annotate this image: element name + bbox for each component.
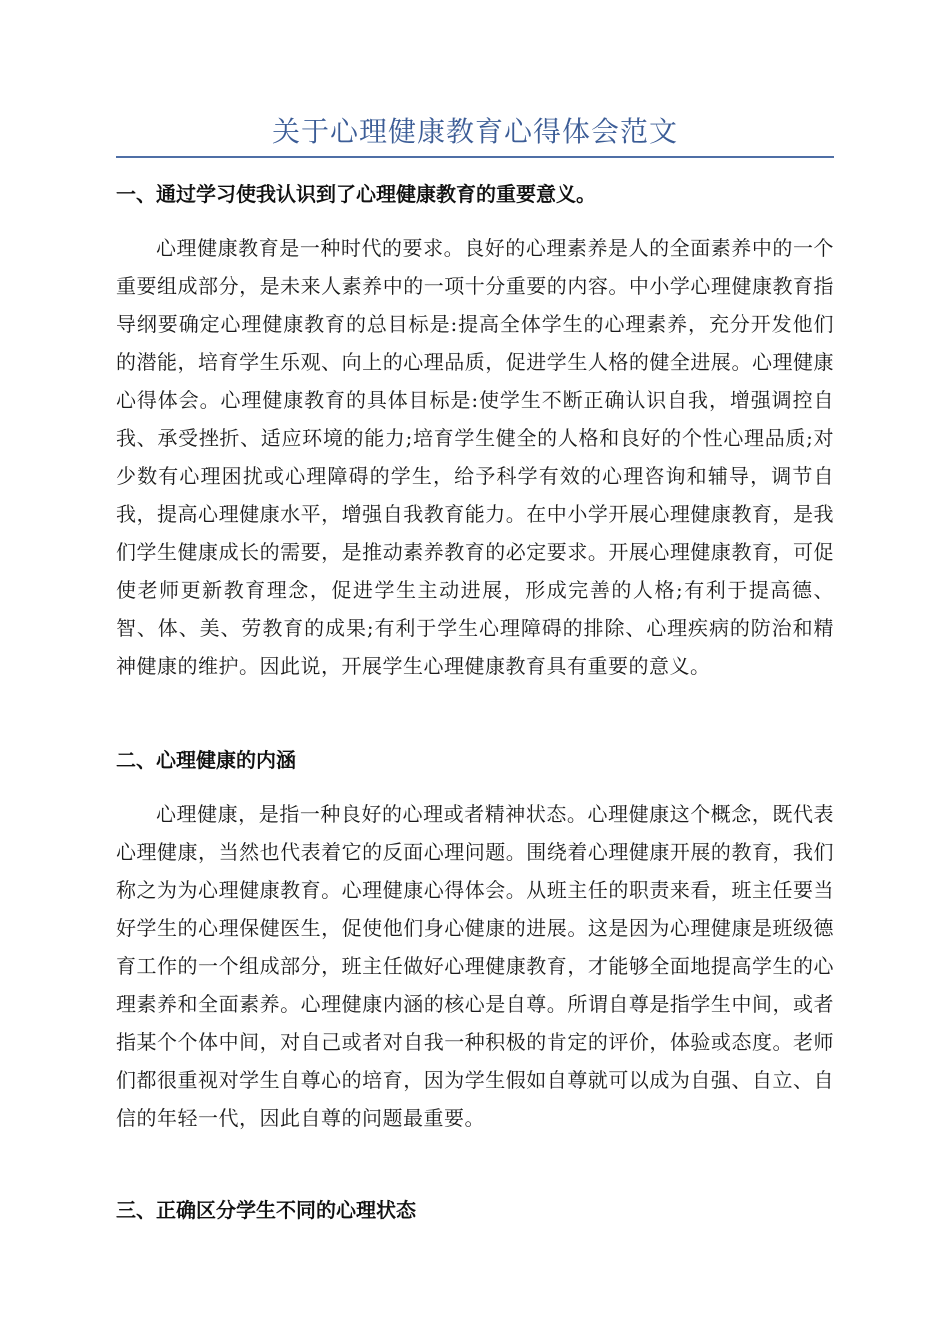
- section-heading: 三、正确区分学生不同的心理状态: [116, 1198, 416, 1222]
- section-2-heading-block: [116, 746, 834, 774]
- document-title: 关于心理健康教育心得体会范文: [271, 115, 678, 148]
- section-heading: 一、通过学习使我认识到了心理健康教育的重要意义。: [116, 182, 596, 206]
- section-paragraph: 心理健康，是指一种良好的心理或者精神状态。心理健康这个概念，既代表心理健康，当然也代表着它的反面心理问题。围绕着心理健康开展的教育，我们称之为为心理健康教育。心理健康心得体会。从班主任的职责来看，班主任要当好学生的心理保健医生，促使他们身心健康的进展。这是因为心理健康是班级德育工作的一个组成部分，班主任做好心理健康教育，才能够全面地提高学生的心理素养和全面素养。心理健康内涵的核心是自尊。所谓自尊是指学生中间，或者指某个个体中间，对自己或者对自我一种积极的肯定的评价，体验或态度。老师们都很重视对学生自尊心的培育，因为学生假如自尊就可以成为自强、自立、自信的年轻一代，因此自尊的问题最重要。: [116, 802, 834, 1130]
- section-heading: 二、心理健康的内涵: [116, 748, 296, 772]
- section-1-body: [116, 229, 834, 685]
- title-block: [116, 112, 834, 158]
- section-paragraph: 心理健康教育是一种时代的要求。良好的心理素养是人的全面素养中的一个重要组成部分，是未来人素养中的一项十分重要的内容。中小学心理健康教育指导纲要确定心理健康教育的总目标是:提高全体学生的心理素养，充分开发他们的潜能，培育学生乐观、向上的心理品质，促进学生人格的健全进展。心理健康心得体会。心理健康教育的具体目标是:使学生不断正确认识自我，增强调控自我、承受挫折、适应环境的能力;培育学生健全的人格和良好的个性心理品质;对少数有心理困扰或心理障碍的学生，给予科学有效的心理咨询和辅导，调节自我，提高心理健康水平，增强自我教育能力。在中小学开展心理健康教育，是我们学生健康成长的需要，是推动素养教育的必定要求。开展心理健康教育，可促使老师更新教育理念，促进学生主动进展，形成完善的人格;有利于提高德、智、体、美、劳教育的成果;有利于学生心理障碍的排除、心理疾病的防治和精神健康的维护。因此说，开展学生心理健康教育具有重要的意义。: [116, 236, 834, 678]
- section-2-body: [116, 795, 834, 1137]
- section-3-heading-block: [116, 1196, 834, 1224]
- section-1-heading-block: [116, 180, 834, 208]
